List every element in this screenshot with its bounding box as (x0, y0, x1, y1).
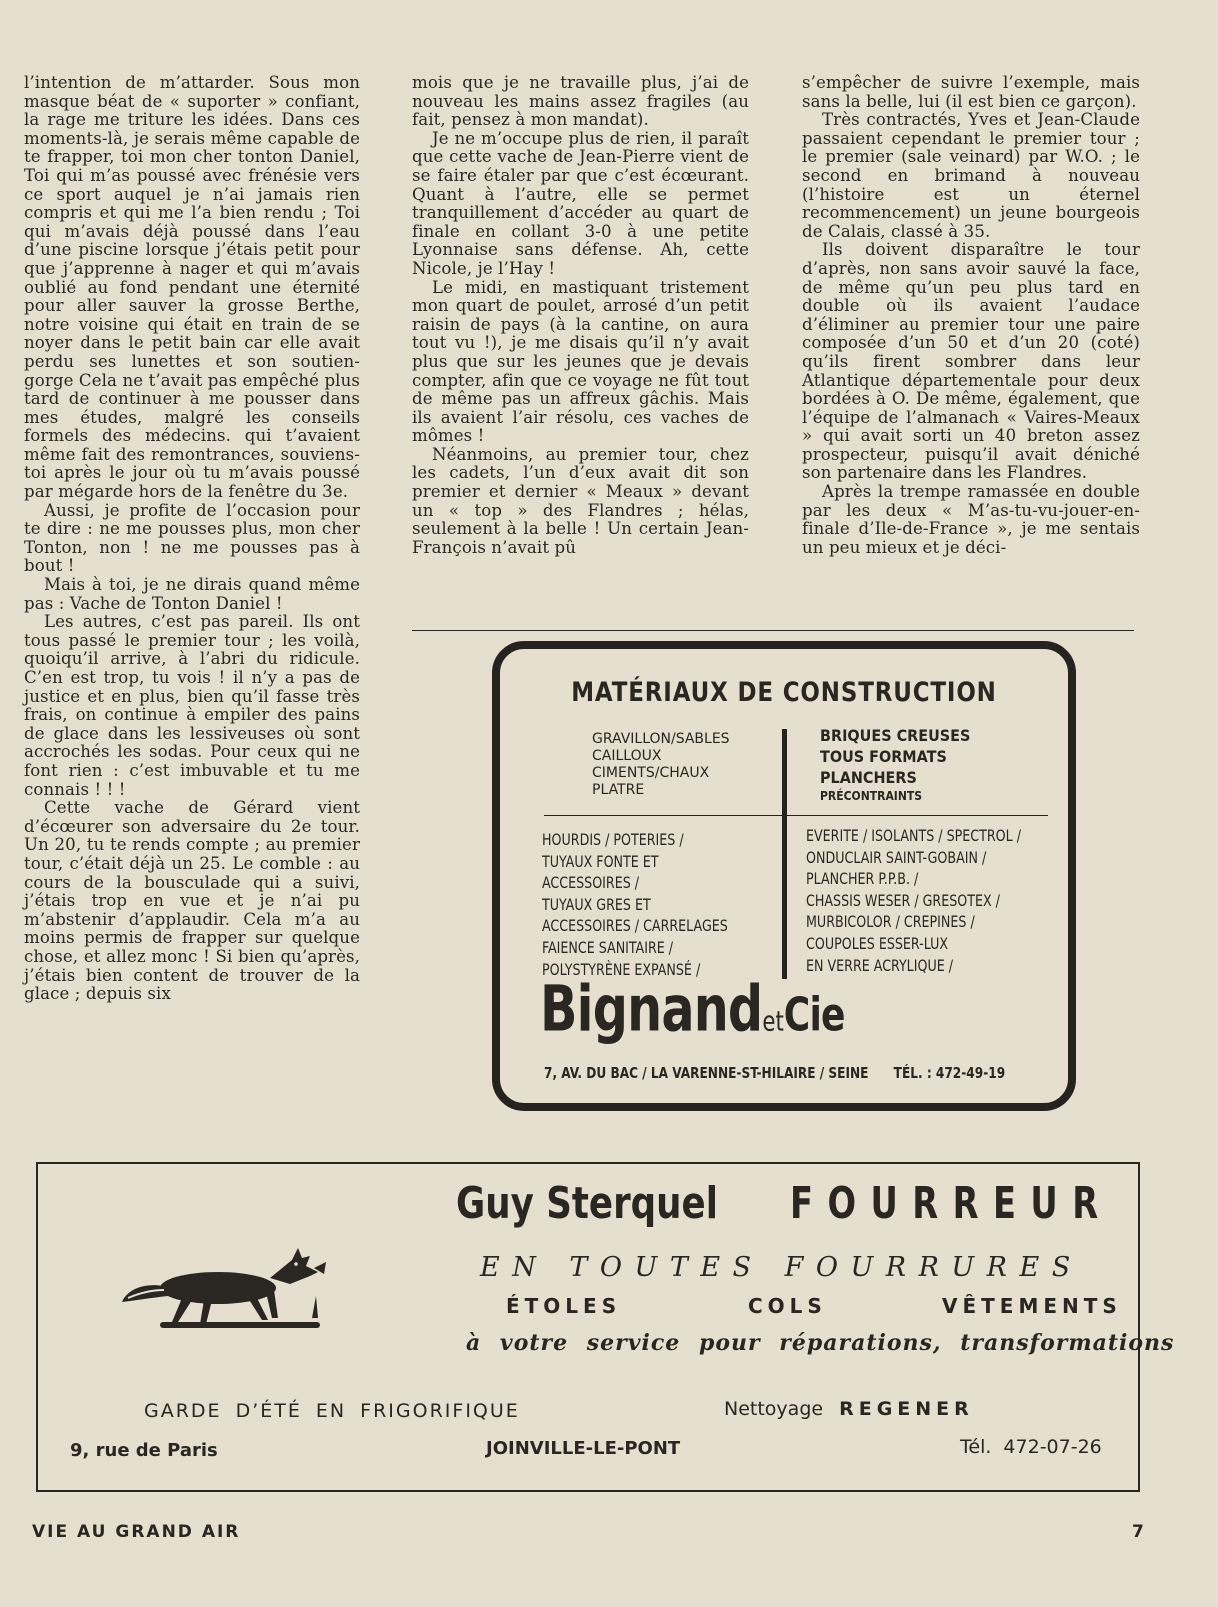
article-paragraph: s’empêcher de suivre l’exemple, mais sans la belle, lui (il est bien ce garçon). (802, 73, 1140, 111)
ad-materiaux-construction (492, 641, 1076, 1111)
product-item: CHASSIS WESER / GRESOTEX / (806, 890, 1000, 910)
product-item: TOUS FORMATS (820, 747, 947, 766)
products-top-left (592, 731, 730, 799)
logo-et: et (762, 1006, 784, 1039)
product-item: PLANCHERS (820, 768, 917, 787)
product-item: POLYSTYRÈNE EXPANSÉ / (542, 959, 701, 979)
product-item: EN VERRE ACRYLIQUE / (806, 955, 954, 975)
product-item: CIMENTS/CHAUX (592, 765, 710, 781)
products-bottom-left (542, 829, 728, 980)
logo-name: Bignand (540, 972, 763, 1047)
furrier-items (478, 1294, 1138, 1324)
ad-horizontal-divider (544, 815, 1048, 816)
product-item: TUYAUX FONTE ET (542, 851, 659, 871)
column-divider-rule (412, 630, 1134, 631)
article-paragraph: mois que je ne travaille plus, j’ai de nouveau les mains assez fragiles (au fait, pensez à mon mandat). (412, 73, 749, 130)
article-column-2 (412, 74, 749, 557)
product-item: ACCESSOIRES / (542, 873, 640, 893)
product-item: TUYAUX GRES ET (542, 894, 651, 914)
furrier-address: 9, rue de Paris (70, 1440, 218, 1461)
article-paragraph: Très contractés, Yves et Jean-Claude passaient cependant le premier tour ; le premier (sale veinard) par W.O. ; le second en brimand à nouveau (l’histoire est un éternel recommencement) un jeune bourgeois de Calais, classé à 35. (802, 110, 1140, 241)
item-cols: COLS (748, 1294, 827, 1318)
product-item: GRAVILLON/SABLES (592, 731, 730, 747)
furrier-storage: GARDE D’ÉTÉ EN FRIGORIFIQUE (144, 1400, 520, 1422)
cleaning-label: Nettoyage (724, 1398, 824, 1420)
furrier-trade: FOURREUR (790, 1178, 1113, 1229)
product-item: COUPOLES ESSER-LUX (806, 933, 949, 953)
company-phone: TÉL. : 472-49-19 (893, 1064, 1006, 1082)
article-paragraph: Néanmoins, au premier tour, chez les cadets, l’un d’eux avait dit son premier et dernier « Meaux » devant un « top » des Flandres ; hélas, seulement à la belle ! Un certain Jean-François n’avait pû (412, 444, 749, 557)
product-item: HOURDIS / POTERIES / (542, 830, 684, 849)
page-number: 7 (1132, 1522, 1144, 1542)
product-item: EVERITE / ISOLANTS / SPECTROL / (806, 826, 1021, 845)
product-item: PLATRE (592, 782, 645, 798)
article-paragraph: l’intention de m’attarder. Sous mon masque béat de « suporter » confiant, la rage me triture les idées. Dans ces moments-là, je serais même capable de te frapper, toi mon cher tonton Daniel, Toi qui m’as poussé avec frénésie vers ce sport auquel je n’ai jamais rien compris et qui me l’a bien rendu ; Toi qui m’avais déjà poussé dans l’eau d’une piscine lorsque j’étais petit pour que j’apprenne à nager et qui m’avais oublié au fond pendant une éternité pour aller sauver la grosse Berthe, notre voisine qui était en train de se noyer dans le petit bain car elle avait perdu ses lunettes et son soutien-gorge Cela ne t’avait pas empêché plus tard de continuer à me pousser dans mes études, malgré les conseils formels des médecins. qui t’avaient même fait des remontrances, souviens-toi après le jour où tu m’avais poussé par mégarde hors de la fenêtre du 3e. (24, 73, 360, 502)
product-item: PRÉCONTRAINTS (820, 789, 923, 803)
fox-with-bird-icon (120, 1226, 330, 1336)
products-bottom-right (806, 825, 1021, 976)
company-address: 7, AV. DU BAC / LA VARENNE-ST-HILAIRE / SEINE (544, 1064, 869, 1082)
article-paragraph: Le midi, en mastiquant tristement mon quart de poulet, arrosé d’un petit raisin de pays (à la cantine, on aura tout vu !), je me disais qu’il n’y avait plus que sur les jeunes que je devais compter, afin que ce voyage ne fût tout de même pas un affreux gâchis. Mais ils avaient l’air résolu, ces vaches de mômes ! (412, 277, 749, 446)
ad-fourreur (36, 1162, 1175, 1492)
article-paragraph: Je ne m’occupe plus de rien, il paraît que cette vache de Jean-Pierre vient de se faire étaler par que c’est écœurant. Quant à l’autre, elle se permet tranquillement d’accéder au quart de finale en collant 3-0 à une petite Lyonnaise sans défense. Ah, cette Nicole, je l’Hay ! (412, 128, 749, 278)
furrier-city: JOINVILLE-LE-PONT (486, 1438, 681, 1459)
furrier-service: à votre service pour réparations, transformations (466, 1330, 1175, 1356)
product-item: FAIENCE SANITAIRE / (542, 937, 674, 957)
furrier-phone: Tél. 472-07-26 (960, 1436, 1102, 1458)
article-paragraph: Ils doivent disparaître le tour d’après, non sans avoir sauvé la face, de même qu’un peu plus tard en double où ils avaient l’audace d’éliminer au premier tour une paire composée d’un 50 et d’un 20 (coté) qu’ils firent sombrer dans leur Atlantique départementale pour deux bordées à O. De même, également, que l’équipe de l’almanach « Vaires-Meaux » qui avait sorti un 40 breton assez prospecteur, puisqu’il avait déniché son partenaire dans les Flandres. (802, 240, 1140, 483)
cleaning-brand: REGENER (839, 1398, 974, 1420)
logo-cie: Cie (783, 988, 845, 1043)
article-paragraph: Les autres, c’est pas pareil. Ils ont tous passé le premier tour ; les voilà, quoiqu’il arrive, à l’abri du ridicule. C’en est trop, tu vois ! il n’y a pas de justice et en plus, bien qu’il fasse très frais, on continue à empiler des pains de glace dans les lessiveuses où sont accrochés les sodas. Pour ceux qui ne font rien : c’est imbuvable et tu me connais ! ! ! (24, 612, 360, 799)
item-etoles: ÉTOLES (506, 1294, 622, 1318)
item-vetements: VÊTEMENTS (942, 1294, 1122, 1318)
ad-title: MATÉRIAUX DE CONSTRUCTION (571, 677, 997, 708)
article-column-1 (24, 74, 360, 1004)
article-paragraph: Après la trempe ramassée en double par les deux « M’as-tu-vu-jouer-en-finale d’Ile-de-France », je me sentais un peu mieux et je déci- (802, 482, 1140, 557)
article-paragraph: Mais à toi, je ne dirais quand même pas : Vache de Tonton Daniel ! (24, 575, 360, 613)
article-paragraph: Aussi, je profite de l’occasion pour te dire : ne me pousses plus, mon cher Tonton, non ! ne me pousses pas à bout ! (24, 500, 360, 576)
article-paragraph: Cette vache de Gérard vient d’écœurer son adversaire du 2e tour. Un 20, tu te rends compte ; au premier tour, c’était déjà un 25. Le comble : au cours de la bousculade qui a suivi, j’étais trop en vue et je n’ai pu m’abstenir d’applaudir. Cela m’a au moins permis de frapper sur quelque chose, et allez monc ! Si bien qu’après, j’étais bien content de trouver de la glace ; depuis six (24, 798, 360, 1004)
furrier-tagline: EN TOUTES FOURRURES (480, 1252, 1083, 1283)
product-item: MURBICOLOR / CREPINES / (806, 912, 975, 932)
article-column-3 (802, 74, 1140, 557)
magazine-title: VIE AU GRAND AIR (32, 1522, 241, 1542)
product-item: ONDUCLAIR SAINT-GOBAIN / (806, 847, 987, 867)
product-item: ACCESSOIRES / CARRELAGES (542, 916, 728, 936)
product-item: BRIQUES CREUSES (820, 726, 971, 745)
furrier-name: Guy Sterquel (456, 1178, 718, 1229)
product-item: PLANCHER P.P.B. / (806, 869, 919, 889)
products-top-right (820, 725, 970, 804)
furrier-cleaning (724, 1398, 974, 1420)
company-address-line (544, 1064, 1005, 1082)
product-item: CAILLOUX (592, 748, 662, 764)
company-logo (540, 972, 845, 1055)
ad-vertical-divider (782, 729, 787, 979)
